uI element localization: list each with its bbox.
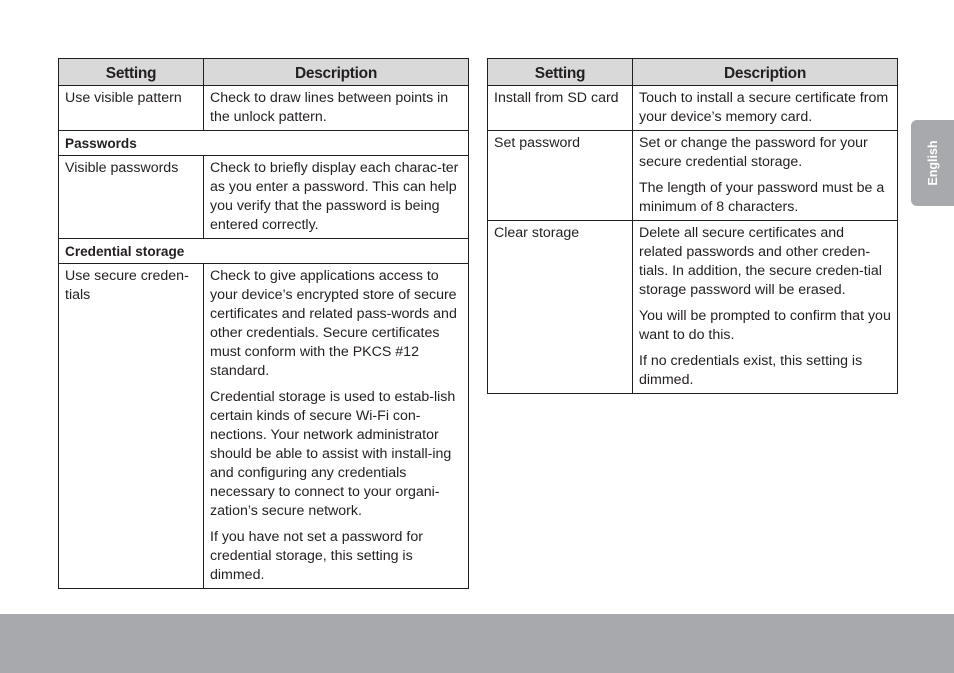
setting-name: Install from SD card [488,86,633,131]
language-side-tab [911,120,954,206]
language-tab-label: English [925,140,940,186]
section-row [59,239,469,264]
setting-description [633,131,898,221]
setting-name: Set password [488,131,633,221]
table-row [59,156,469,239]
setting-name: Visible passwords [59,156,204,239]
setting-column-header: Setting [488,59,633,86]
description-paragraph: If you have not set a password for credential storage, this setting is dimmed. [210,529,423,583]
section-heading-passwords: Passwords [59,131,469,156]
section-row [59,131,469,156]
table-row [488,131,898,221]
setting-column-header: Setting [59,59,204,86]
description-column-header: Description [204,59,469,86]
setting-description [204,86,469,131]
setting-description [633,86,898,131]
setting-name: Clear storage [488,221,633,394]
table-header-row [59,59,469,86]
section-heading-credential-storage: Credential storage [59,239,469,264]
setting-name: Use visible pattern [59,86,204,131]
table-row [59,86,469,131]
setting-name: Use secure creden-tials [59,264,204,589]
right-settings-table [487,58,898,394]
description-paragraph: Check to draw lines between points in the unlock pattern. [210,90,449,125]
footer-bar [0,614,954,673]
setting-description [204,156,469,239]
description-paragraph: Credential storage is used to estab-lish certain kinds of secure Wi-Fi con-nections. Your network administrator should be able to assist with install-ing and configuring any credentials necessary to connect to your organi-zation’s secure network. [210,389,456,519]
table-header-row [488,59,898,86]
description-paragraph: If no credentials exist, this setting is dimmed. [639,353,863,388]
table-row [488,221,898,394]
setting-description [633,221,898,394]
description-paragraph: You will be prompted to confirm that you want to do this. [639,308,891,343]
description-paragraph: The length of your password must be a minimum of 8 characters. [639,180,885,215]
description-paragraph: Set or change the password for your secure credential storage. [639,135,868,170]
table-row [59,264,469,589]
description-paragraph: Check to give applications access to your device’s encrypted store of secure certificates and related pass-words and other credentials. Secure certificates must conform with the PKCS #12 standard. [210,268,457,379]
description-paragraph: Check to briefly display each charac-ter as you enter a password. This can help you verify that the password is being entered correctly. [210,160,459,233]
setting-description [204,264,469,589]
description-paragraph: Delete all secure certificates and related passwords and other creden-tials. In addition, the secure creden-tial storage password will be erased. [639,225,882,298]
description-column-header: Description [633,59,898,86]
table-row [488,86,898,131]
left-settings-table [58,58,469,589]
description-paragraph: Touch to install a secure certificate from your device’s memory card. [639,90,889,125]
